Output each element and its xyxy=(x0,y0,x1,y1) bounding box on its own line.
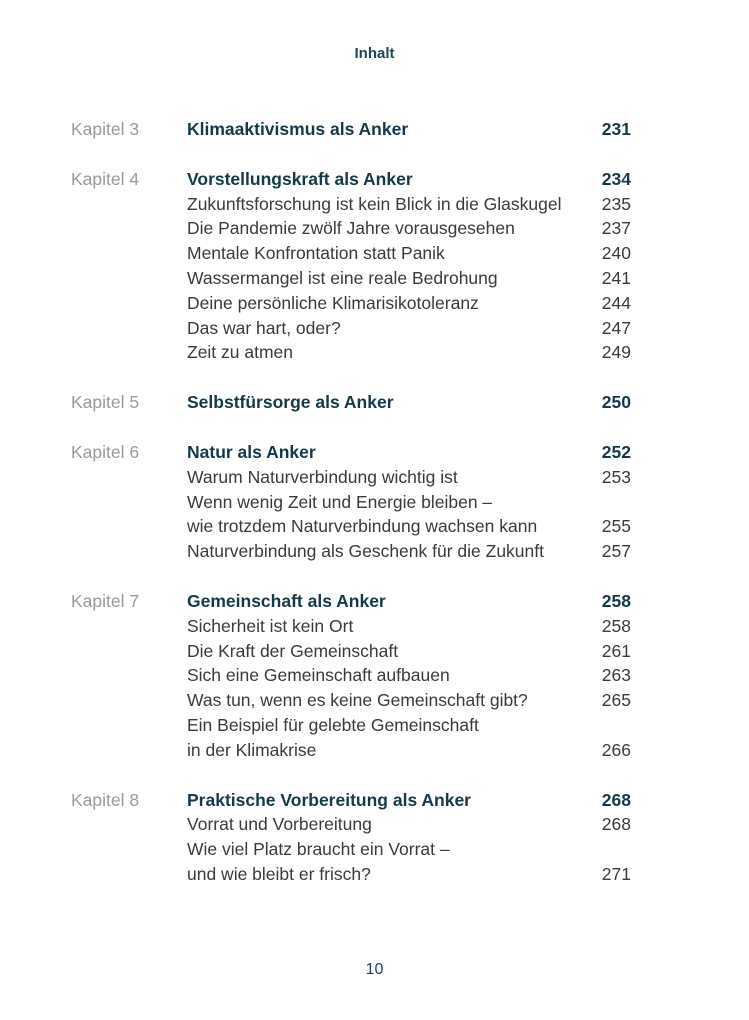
chapter-title: Natur als Anker xyxy=(187,441,316,462)
section-title: Sicherheit ist kein Ort xyxy=(187,615,354,636)
chapter-label: Kapitel 8 xyxy=(71,789,140,810)
toc-section-row[interactable] xyxy=(0,738,749,763)
toc-section-row[interactable] xyxy=(0,291,749,316)
section-title: Wie viel Platz braucht ein Vorrat – xyxy=(187,839,450,860)
toc-chapter-row[interactable] xyxy=(0,390,749,415)
section-title: Warum Naturverbindung wichtig ist xyxy=(187,466,458,487)
toc-section-row[interactable] xyxy=(0,812,749,837)
section-title: Zeit zu atmen xyxy=(187,342,294,363)
section-page: 268 xyxy=(601,814,631,835)
toc-section-row[interactable] xyxy=(0,490,749,515)
section-page: 241 xyxy=(601,267,631,288)
toc-chapter-row[interactable] xyxy=(0,167,749,192)
chapter-label: Kapitel 6 xyxy=(71,441,140,462)
toc-section-row[interactable] xyxy=(0,266,749,291)
toc-section-row[interactable] xyxy=(0,316,749,341)
section-page: 253 xyxy=(601,466,631,487)
section-page: 271 xyxy=(601,863,631,884)
toc-section-row[interactable] xyxy=(0,614,749,639)
section-title: wie trotzdem Naturverbindung wachsen kann xyxy=(187,516,538,537)
chapter-page: 252 xyxy=(601,441,631,462)
toc-chapter xyxy=(0,390,749,415)
section-page: 257 xyxy=(601,541,631,562)
section-title: Mentale Konfrontation statt Panik xyxy=(187,243,445,264)
section-title: Vorrat und Vorbereitung xyxy=(187,814,372,835)
toc-section-row[interactable] xyxy=(0,837,749,862)
chapter-label: Kapitel 5 xyxy=(71,392,140,413)
toc-section-row[interactable] xyxy=(0,862,749,887)
section-page: 247 xyxy=(601,317,631,338)
section-title: Das war hart, oder? xyxy=(187,317,341,338)
section-page: 240 xyxy=(601,243,631,264)
section-title: Naturverbindung als Geschenk für die Zukunft xyxy=(187,541,544,562)
chapter-page: 234 xyxy=(601,168,631,189)
section-title: Was tun, wenn es keine Gemeinschaft gibt? xyxy=(187,690,528,711)
chapter-page: 231 xyxy=(601,119,631,139)
section-page: 263 xyxy=(601,665,631,686)
section-title: Wenn wenig Zeit und Energie bleiben – xyxy=(187,491,493,512)
chapter-title: Vorstellungskraft als Anker xyxy=(187,168,413,189)
table-of-contents xyxy=(0,117,749,912)
toc-chapter-row[interactable] xyxy=(0,117,749,142)
toc-chapter xyxy=(0,167,749,365)
section-title: Die Pandemie zwölf Jahre vorausgesehen xyxy=(187,218,515,239)
toc-chapter xyxy=(0,589,749,763)
toc-chapter xyxy=(0,440,749,564)
section-page: 237 xyxy=(601,218,631,239)
chapter-page: 258 xyxy=(601,590,631,611)
chapter-title: Klimaaktivismus als Anker xyxy=(187,119,409,139)
section-title: Die Kraft der Gemeinschaft xyxy=(187,640,399,661)
chapter-page: 250 xyxy=(601,392,631,413)
section-title: Sich eine Gemeinschaft aufbauen xyxy=(187,665,450,686)
toc-chapter xyxy=(0,788,749,887)
section-page: 255 xyxy=(601,516,631,537)
section-title: Ein Beispiel für gelebte Gemeinschaft xyxy=(187,714,479,735)
toc-section-row[interactable] xyxy=(0,216,749,241)
toc-section-row[interactable] xyxy=(0,340,749,365)
section-page: 266 xyxy=(601,739,631,760)
chapter-label: Kapitel 7 xyxy=(71,590,140,611)
section-title: Zukunftsforschung ist kein Blick in die Glaskugel xyxy=(187,193,562,214)
page-header-title: Inhalt xyxy=(354,45,395,62)
toc-section-row[interactable] xyxy=(0,639,749,664)
chapter-title: Praktische Vorbereitung als Anker xyxy=(187,789,471,810)
toc-section-row[interactable] xyxy=(0,688,749,713)
section-page: 265 xyxy=(601,690,631,711)
toc-chapter xyxy=(0,117,749,142)
section-page: 244 xyxy=(601,292,631,313)
toc-section-row[interactable] xyxy=(0,514,749,539)
chapter-label: Kapitel 3 xyxy=(71,119,140,139)
chapter-title: Selbstfürsorge als Anker xyxy=(187,392,394,413)
toc-chapter-row[interactable] xyxy=(0,788,749,813)
section-page: 261 xyxy=(601,640,631,661)
toc-chapter-row[interactable] xyxy=(0,589,749,614)
toc-section-row[interactable] xyxy=(0,465,749,490)
chapter-label: Kapitel 4 xyxy=(71,168,140,189)
toc-section-row[interactable] xyxy=(0,192,749,217)
toc-section-row[interactable] xyxy=(0,663,749,688)
section-page: 258 xyxy=(601,615,631,636)
toc-chapter-row[interactable] xyxy=(0,440,749,465)
section-title: in der Klimakrise xyxy=(187,739,317,760)
page-number: 10 xyxy=(365,961,384,978)
section-title: Deine persönliche Klimarisikotoleranz xyxy=(187,292,479,313)
toc-section-row[interactable] xyxy=(0,241,749,266)
section-title: und wie bleibt er frisch? xyxy=(187,863,371,884)
chapter-page: 268 xyxy=(601,789,631,810)
section-page: 249 xyxy=(601,342,631,363)
section-page: 235 xyxy=(601,193,631,214)
section-title: Wassermangel ist eine reale Bedrohung xyxy=(187,267,498,288)
chapter-title: Gemeinschaft als Anker xyxy=(187,590,386,611)
toc-section-row[interactable] xyxy=(0,713,749,738)
toc-section-row[interactable] xyxy=(0,539,749,564)
